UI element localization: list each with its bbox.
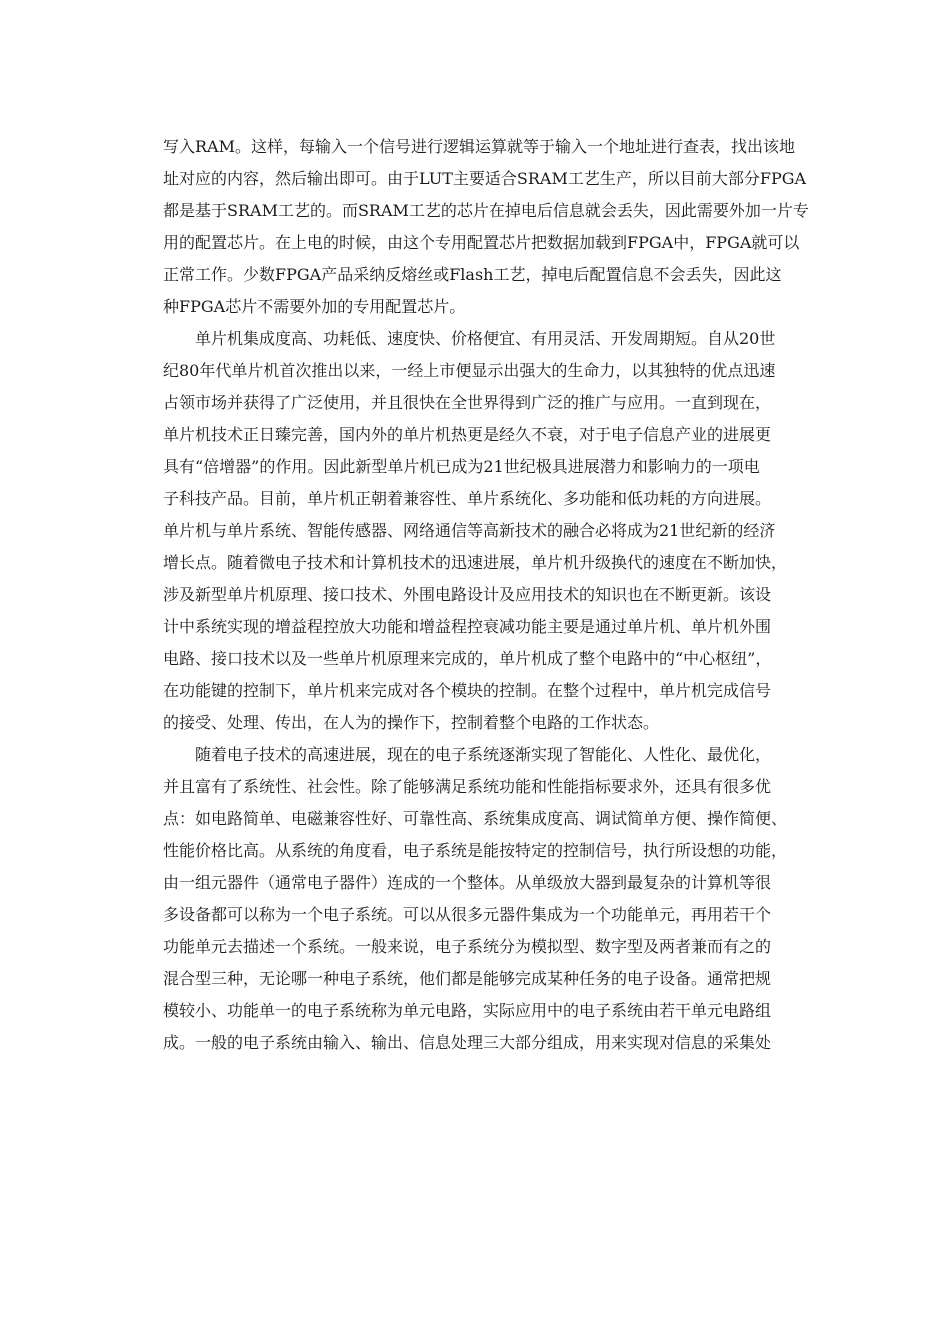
document-body: [163, 131, 819, 1059]
text-line: 具有“倍增器”的作用。因此新型单片机已成为21世纪极具进展潜力和影响力的一项电: [163, 457, 760, 476]
text-line: 性能价格比高。从系统的角度看，电子系统是能按特定的控制信号，执行所设想的功能，: [163, 841, 788, 860]
text-line: 正常工作。少数FPGA产品采纳反熔丝或Flash工艺，掉电后配置信息不会丢失，因此这: [163, 265, 782, 284]
text-line: 单片机技术正日臻完善，国内外的单片机热更是经久不衰，对于电子信息产业的进展更: [163, 425, 772, 444]
text-line: 增长点。随着微电子技术和计算机技术的迅速进展，单片机升级换代的速度在不断加快，: [163, 553, 788, 572]
text-line: 的接受、处理、传出，在人为的操作下，控制着整个电路的工作状态。: [163, 713, 660, 732]
text-line: 由一组元器件（通常电子器件）连成的一个整体。从单级放大器到最复杂的计算机等很: [163, 873, 772, 892]
text-line: 占领市场并获得了广泛使用，并且很快在全世界得到广泛的推广与应用。一直到现在，: [163, 393, 772, 412]
text-line: 在功能键的控制下，单片机来完成对各个模块的控制。在整个过程中，单片机完成信号: [163, 681, 772, 700]
text-line: 计中系统实现的增益程控放大功能和增益程控衰减功能主要是通过单片机、单片机外围: [163, 617, 772, 636]
text-line: 混合型三种，无论哪一种电子系统，他们都是能够完成某种任务的电子设备。通常把规: [163, 969, 772, 988]
text-line: 成。一般的电子系统由输入、输出、信息处理三大部分组成，用来实现对信息的采集处: [163, 1033, 772, 1052]
text-line: 写入RAM。这样，每输入一个信号进行逻辑运算就等于输入一个地址进行查表，找出该地: [163, 137, 795, 156]
paragraph-mcu: [163, 323, 819, 739]
text-line: 子科技产品。目前，单片机正朝着兼容性、单片系统化、多功能和低功耗的方向进展。: [163, 489, 772, 508]
text-line: 多设备都可以称为一个电子系统。可以从很多元器件集成为一个功能单元，再用若干个: [163, 905, 772, 924]
text-line: 并且富有了系统性、社会性。除了能够满足系统功能和性能指标要求外，还具有很多优: [163, 777, 772, 796]
text-line: 单片机集成度高、功耗低、速度快、价格便宜、有用灵活、开发周期短。自从20世: [163, 329, 776, 348]
text-line: 模较小、功能单一的电子系统称为单元电路，实际应用中的电子系统由若干单元电路组: [163, 1001, 772, 1020]
text-line: 单片机与单片系统、智能传感器、网络通信等高新技术的融合必将成为21世纪新的经济: [163, 521, 776, 540]
text-line: 电路、接口技术以及一些单片机原理来完成的，单片机成了整个电路中的“中心枢纽”，: [163, 649, 772, 668]
text-line: 都是基于SRAM工艺的。而SRAM工艺的芯片在掉电后信息就会丢失，因此需要外加一片专: [163, 201, 809, 220]
text-line: 用的配置芯片。在上电的时候，由这个专用配置芯片把数据加载到FPGA中，FPGA就可以: [163, 233, 800, 252]
paragraph-electronic-systems: [163, 739, 819, 1059]
text-line: 纪80年代单片机首次推出以来，一经上市便显示出强大的生命力，以其独特的优点迅速: [163, 361, 776, 380]
text-line: 点：如电路简单、电磁兼容性好、可靠性高、系统集成度高、调试简单方便、操作简便、: [163, 809, 788, 828]
text-line: 涉及新型单片机原理、接口技术、外围电路设计及应用技术的知识也在不断更新。该设: [163, 585, 772, 604]
text-line: 种FPGA芯片不需要外加的专用配置芯片。: [163, 297, 466, 316]
text-line: 随着电子技术的高速进展，现在的电子系统逐渐实现了智能化、人性化、最优化，: [163, 745, 772, 764]
paragraph-fpga-config: [163, 131, 819, 323]
text-line: 址对应的内容，然后输出即可。由于LUT主要适合SRAM工艺生产，所以目前大部分FPGA: [163, 169, 807, 188]
text-line: 功能单元去描述一个系统。一般来说，电子系统分为模拟型、数字型及两者兼而有之的: [163, 937, 772, 956]
